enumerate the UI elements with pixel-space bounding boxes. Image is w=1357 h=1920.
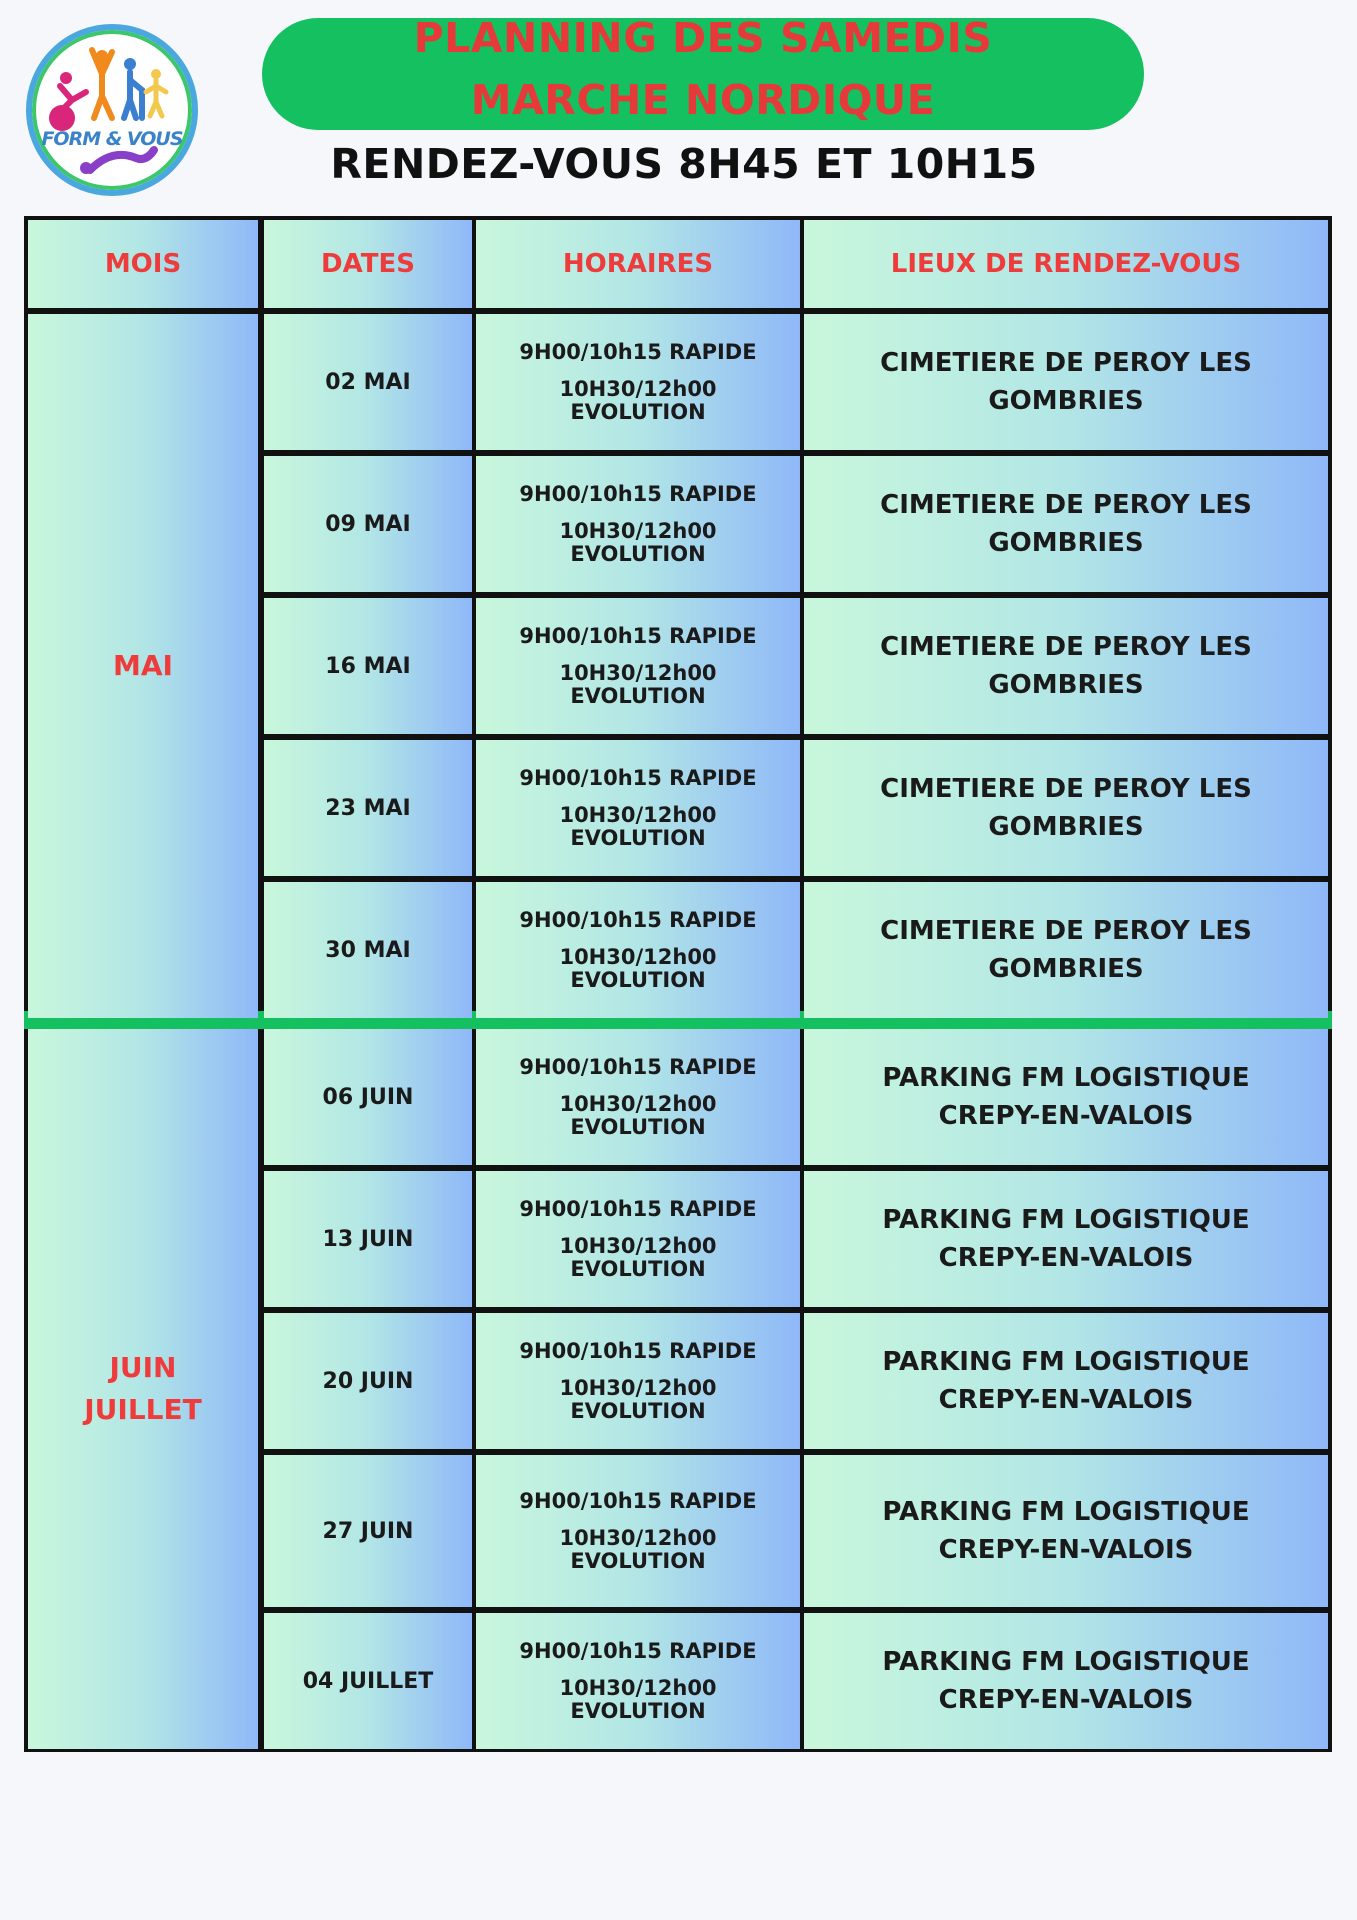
hours-evolution-label: EVOLUTION: [570, 683, 706, 708]
place-cell: [804, 456, 1328, 592]
date-cell: [264, 456, 472, 592]
date-label: 20 JUIN: [322, 1368, 414, 1394]
date-label: 02 MAI: [325, 369, 411, 395]
place-cell: [804, 740, 1328, 876]
place-line1: CIMETIERE DE PEROY LES: [880, 632, 1252, 662]
hours-cell: [476, 882, 800, 1018]
hours-fast: 9H00/10h15 RAPIDE: [519, 1196, 757, 1221]
place-line2: GOMBRIES: [988, 386, 1144, 416]
place-cell: [804, 1455, 1328, 1607]
month-label: JUIN: [109, 1351, 177, 1384]
place-line2: CREPY-EN-VALOIS: [938, 1685, 1194, 1715]
place-line1: CIMETIERE DE PEROY LES: [880, 490, 1252, 520]
date-label: 23 MAI: [325, 795, 411, 821]
header-cell: [804, 220, 1328, 308]
banner-title-line2: MARCHE NORDIQUE: [470, 76, 936, 124]
month-label: MAI: [113, 649, 173, 682]
place-line1: PARKING FM LOGISTIQUE: [882, 1497, 1250, 1527]
page-subtitle: RENDEZ-VOUS 8H45 ET 10H15: [330, 140, 1038, 188]
place-line2: GOMBRIES: [988, 670, 1144, 700]
place-cell: [804, 598, 1328, 734]
place-line1: CIMETIERE DE PEROY LES: [880, 916, 1252, 946]
hours-fast: 9H00/10h15 RAPIDE: [519, 1054, 757, 1079]
date-label: 09 MAI: [325, 511, 411, 537]
hours-evolution-label: EVOLUTION: [570, 399, 706, 424]
hours-evolution-time: 10H30/12h00: [559, 518, 717, 543]
hours-fast: 9H00/10h15 RAPIDE: [519, 907, 757, 932]
header-cell: [264, 220, 472, 308]
date-label: 04 JUILLET: [302, 1668, 434, 1694]
hours-cell: [476, 1313, 800, 1449]
hours-evolution-time: 10H30/12h00: [559, 1675, 717, 1700]
hours-evolution-label: EVOLUTION: [570, 967, 706, 992]
month-cell: [28, 314, 258, 1018]
hours-fast: 9H00/10h15 RAPIDE: [519, 1488, 757, 1513]
hours-evolution-time: 10H30/12h00: [559, 1233, 717, 1258]
hours-cell: [476, 740, 800, 876]
hours-fast: 9H00/10h15 RAPIDE: [519, 1338, 757, 1363]
column-header: MOIS: [104, 249, 182, 279]
place-line1: CIMETIERE DE PEROY LES: [880, 774, 1252, 804]
hours-evolution-label: EVOLUTION: [570, 541, 706, 566]
date-label: 30 MAI: [325, 937, 411, 963]
place-cell: [804, 1029, 1328, 1165]
hours-evolution-label: EVOLUTION: [570, 1114, 706, 1139]
date-cell: [264, 882, 472, 1018]
date-cell: [264, 1029, 472, 1165]
month-cell: [28, 1029, 258, 1749]
banner-title-line1: PLANNING DES SAMEDIS: [413, 14, 993, 62]
hours-evolution-time: 10H30/12h00: [559, 660, 717, 685]
hours-evolution-label: EVOLUTION: [570, 1548, 706, 1573]
hours-fast: 9H00/10h15 RAPIDE: [519, 339, 757, 364]
hours-evolution-label: EVOLUTION: [570, 1398, 706, 1423]
hours-evolution-label: EVOLUTION: [570, 1698, 706, 1723]
fitness-figures-icon: [32, 30, 192, 190]
hours-cell: [476, 598, 800, 734]
hours-evolution-time: 10H30/12h00: [559, 802, 717, 827]
title-banner: [262, 14, 1144, 130]
column-header: LIEUX DE RENDEZ-VOUS: [890, 249, 1242, 279]
schedule-table: [24, 216, 1332, 1752]
header-cell: [476, 220, 800, 308]
hours-fast: 9H00/10h15 RAPIDE: [519, 1638, 757, 1663]
place-cell: [804, 1313, 1328, 1449]
date-cell: [264, 740, 472, 876]
place-line1: PARKING FM LOGISTIQUE: [882, 1205, 1250, 1235]
date-cell: [264, 1455, 472, 1607]
column-header: DATES: [321, 249, 415, 279]
place-cell: [804, 314, 1328, 450]
hours-fast: 9H00/10h15 RAPIDE: [519, 623, 757, 648]
hours-fast: 9H00/10h15 RAPIDE: [519, 481, 757, 506]
date-cell: [264, 314, 472, 450]
date-cell: [264, 1313, 472, 1449]
column-header: HORAIRES: [562, 249, 714, 279]
place-cell: [804, 1171, 1328, 1307]
hours-evolution-time: 10H30/12h00: [559, 1525, 717, 1550]
hours-cell: [476, 1029, 800, 1165]
place-line2: CREPY-EN-VALOIS: [938, 1101, 1194, 1131]
place-line1: PARKING FM LOGISTIQUE: [882, 1347, 1250, 1377]
date-label: 27 JUIN: [322, 1518, 414, 1544]
hours-cell: [476, 1613, 800, 1749]
logo: [26, 24, 198, 196]
place-line2: CREPY-EN-VALOIS: [938, 1535, 1194, 1565]
month-label: JUILLET: [84, 1393, 202, 1426]
place-line1: PARKING FM LOGISTIQUE: [882, 1063, 1250, 1093]
hours-evolution-label: EVOLUTION: [570, 1256, 706, 1281]
date-cell: [264, 598, 472, 734]
logo-text: FORM & VOUS: [41, 128, 183, 150]
hours-evolution-label: EVOLUTION: [570, 825, 706, 850]
place-line1: PARKING FM LOGISTIQUE: [882, 1647, 1250, 1677]
date-label: 16 MAI: [325, 653, 411, 679]
place-line2: GOMBRIES: [988, 812, 1144, 842]
place-line1: CIMETIERE DE PEROY LES: [880, 348, 1252, 378]
hours-cell: [476, 314, 800, 450]
hours-evolution-time: 10H30/12h00: [559, 1375, 717, 1400]
place-line2: GOMBRIES: [988, 954, 1144, 984]
place-line2: GOMBRIES: [988, 528, 1144, 558]
date-cell: [264, 1171, 472, 1307]
hours-evolution-time: 10H30/12h00: [559, 1091, 717, 1116]
date-cell: [264, 1613, 472, 1749]
hours-cell: [476, 1171, 800, 1307]
hours-fast: 9H00/10h15 RAPIDE: [519, 765, 757, 790]
date-label: 06 JUIN: [322, 1084, 414, 1110]
hours-evolution-time: 10H30/12h00: [559, 944, 717, 969]
place-cell: [804, 1613, 1328, 1749]
place-line2: CREPY-EN-VALOIS: [938, 1385, 1194, 1415]
header-cell: [28, 220, 258, 308]
hours-cell: [476, 456, 800, 592]
hours-cell: [476, 1455, 800, 1607]
date-label: 13 JUIN: [322, 1226, 414, 1252]
place-cell: [804, 882, 1328, 1018]
hours-evolution-time: 10H30/12h00: [559, 376, 717, 401]
place-line2: CREPY-EN-VALOIS: [938, 1243, 1194, 1273]
